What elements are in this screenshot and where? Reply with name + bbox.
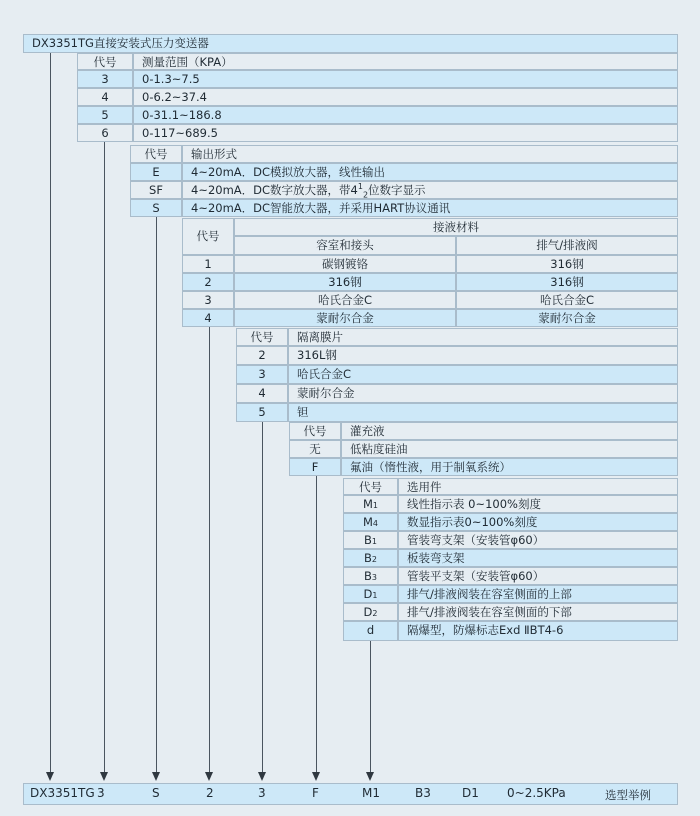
- example-code: 3: [97, 786, 105, 800]
- wetted-row-a: 316钢: [234, 273, 456, 291]
- fill-row-text: 低粘度硅油: [341, 440, 678, 458]
- fill-row-text: 氟油（惰性液，用于制氧系统）: [341, 458, 678, 476]
- range-row-text: 0-6.2~37.4: [133, 88, 678, 106]
- diaphragm-row-text: 钽: [288, 403, 678, 422]
- diaphragm-row-code: 4: [236, 384, 288, 403]
- wetted-row-a: 哈氏合金C: [234, 291, 456, 309]
- connector-line: [316, 476, 317, 773]
- arrow-down-icon: [100, 772, 108, 781]
- arrow-down-icon: [258, 772, 266, 781]
- wetted-col2-header: 排气/排液阀: [456, 236, 678, 255]
- example-code: B3: [415, 786, 431, 800]
- options-row-text: 数显指示表0~100%刻度: [398, 513, 678, 531]
- connector-line: [209, 327, 210, 773]
- range-row-text: 0-31.1~186.8: [133, 106, 678, 124]
- wetted-code-header: 代号: [182, 218, 234, 255]
- range-row-code: 4: [77, 88, 133, 106]
- wetted-row-a: 蒙耐尔合金: [234, 309, 456, 327]
- wetted-row-b: 316钢: [456, 273, 678, 291]
- example-code: 0~2.5KPa: [507, 786, 566, 800]
- diaphragm-row-text: 316L钢: [288, 346, 678, 365]
- arrow-down-icon: [312, 772, 320, 781]
- options-row-code: B2: [343, 549, 398, 567]
- example-code: 2: [206, 786, 214, 800]
- output-row-text: 4~20mA．DC数字放大器，带$4^1_2$位数字显示: [182, 181, 678, 199]
- range-row-code: 5: [77, 106, 133, 124]
- options-row-code: B3: [343, 567, 398, 585]
- wetted-row-b: 哈氏合金C: [456, 291, 678, 309]
- fill-title: 灌充液: [341, 422, 678, 440]
- range-row-text: 0-1.3~7.5: [133, 70, 678, 88]
- connector-line: [50, 53, 51, 773]
- output-code-header: 代号: [130, 145, 182, 163]
- diaphragm-row-code: 3: [236, 365, 288, 384]
- example-model: DX3351TG: [30, 786, 95, 800]
- options-row-text: 隔爆型，防爆标志Exd ⅡBT4-6: [398, 621, 678, 641]
- wetted-row-b: 316钢: [456, 255, 678, 273]
- output-row-text: 4~20mA．DC智能放大器，并采用HART协议通讯: [182, 199, 678, 217]
- wetted-row-a: 碳钢镀铬: [234, 255, 456, 273]
- options-row-code: D1: [343, 585, 398, 603]
- fill-row-code: F: [289, 458, 341, 476]
- wetted-row-code: 1: [182, 255, 234, 273]
- output-row-code: E: [130, 163, 182, 181]
- options-row-code: M4: [343, 513, 398, 531]
- options-row-text: 管装平支架（安装管φ60）: [398, 567, 678, 585]
- options-code-header: 代号: [343, 478, 398, 495]
- example-code: 3: [258, 786, 266, 800]
- arrow-down-icon: [205, 772, 213, 781]
- options-row-text: 板装弯支架: [398, 549, 678, 567]
- example-code: F: [312, 786, 319, 800]
- connector-line: [104, 142, 105, 773]
- connector-line: [262, 422, 263, 773]
- example-code: S: [152, 786, 160, 800]
- options-row-code: d: [343, 621, 398, 641]
- range-code-header: 代号: [77, 53, 133, 70]
- options-row-code: B1: [343, 531, 398, 549]
- wetted-row-code: 4: [182, 309, 234, 327]
- output-row-code: S: [130, 199, 182, 217]
- diaphragm-row-code: 2: [236, 346, 288, 365]
- arrow-down-icon: [366, 772, 374, 781]
- wetted-row-b: 蒙耐尔合金: [456, 309, 678, 327]
- diaphragm-title: 隔离膜片: [288, 328, 678, 346]
- connector-line: [370, 641, 371, 773]
- wetted-row-code: 2: [182, 273, 234, 291]
- example-bar-background: [23, 783, 678, 805]
- options-title: 选用件: [398, 478, 678, 495]
- options-row-text: 线性指示表 0~100%刻度: [398, 495, 678, 513]
- options-row-text: 排气/排液阀装在容室侧面的上部: [398, 585, 678, 603]
- range-row-text: 0-117~689.5: [133, 124, 678, 142]
- range-row-code: 6: [77, 124, 133, 142]
- diaphragm-code-header: 代号: [236, 328, 288, 346]
- wetted-row-code: 3: [182, 291, 234, 309]
- diaphragm-row-text: 蒙耐尔合金: [288, 384, 678, 403]
- output-row-code: SF: [130, 181, 182, 199]
- example-label: 选型举例: [605, 788, 651, 802]
- diaphragm-row-code: 5: [236, 403, 288, 422]
- wetted-title: 接液材料: [234, 218, 678, 236]
- options-row-text: 管装弯支架（安装管φ60）: [398, 531, 678, 549]
- arrow-down-icon: [152, 772, 160, 781]
- example-code: D1: [462, 786, 479, 800]
- page-title: DX3351TG直接安装式压力变送器: [23, 34, 678, 53]
- options-row-text: 排气/排液阀装在容室侧面的下部: [398, 603, 678, 621]
- options-row-code: D2: [343, 603, 398, 621]
- fill-row-code: 无: [289, 440, 341, 458]
- fill-code-header: 代号: [289, 422, 341, 440]
- example-code: M1: [362, 786, 380, 800]
- output-title: 输出形式: [182, 145, 678, 163]
- wetted-col1-header: 容室和接头: [234, 236, 456, 255]
- output-row-text: 4~20mA．DC模拟放大器，线性输出: [182, 163, 678, 181]
- range-title: 测量范围（KPA）: [133, 53, 678, 70]
- arrow-down-icon: [46, 772, 54, 781]
- options-row-code: M1: [343, 495, 398, 513]
- range-row-code: 3: [77, 70, 133, 88]
- connector-line: [156, 217, 157, 773]
- diaphragm-row-text: 哈氏合金C: [288, 365, 678, 384]
